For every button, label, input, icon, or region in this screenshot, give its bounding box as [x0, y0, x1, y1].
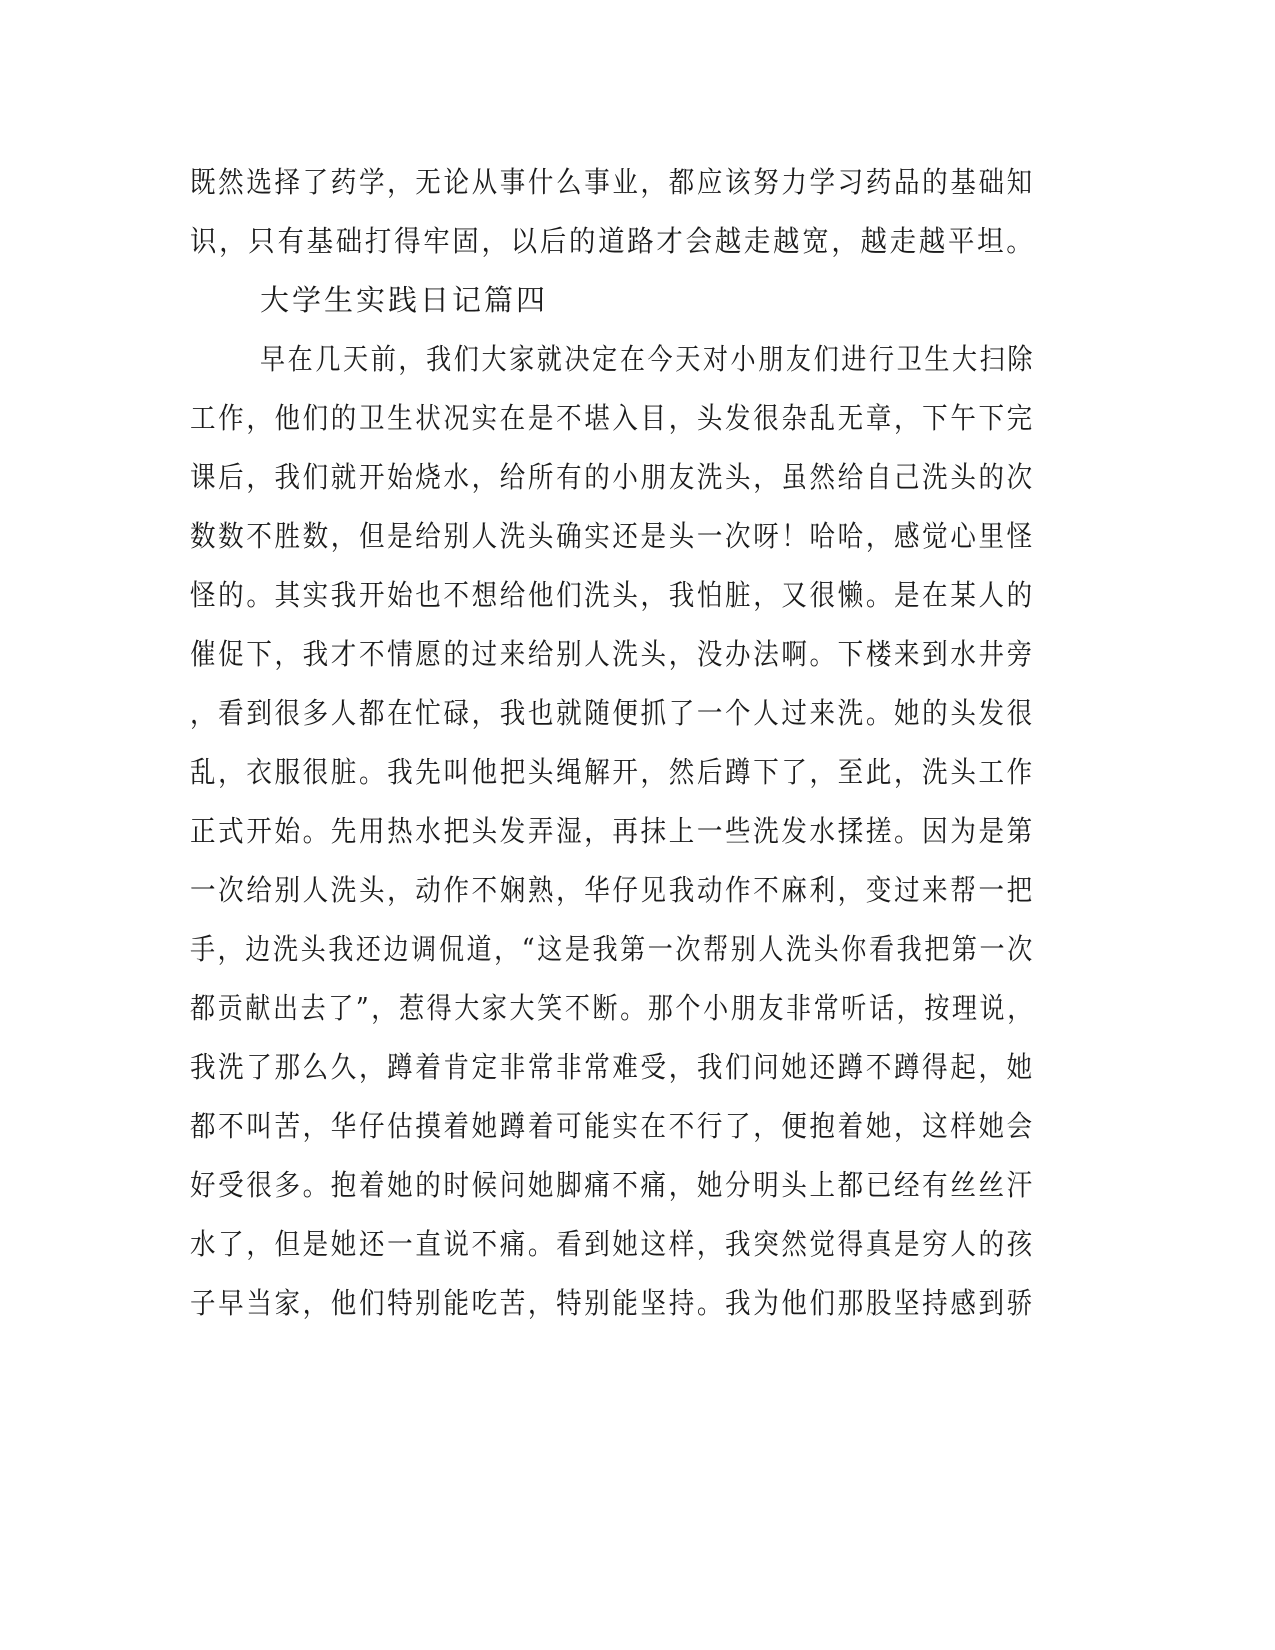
text-line: 既然选择了药学，无论从事什么事业，都应该努力学习药品的基础知: [190, 165, 1035, 199]
paragraph-first-line: 早在几天前，我们大家就决定在今天对小朋友们进行卫生大扫除: [260, 342, 1036, 376]
text-line: 一次给别人洗头，动作不娴熟，华仔见我动作不麻利，变过来帮一把: [190, 873, 1035, 907]
text-line: 子早当家，他们特别能吃苦，特别能坚持。我为他们那股坚持感到骄: [190, 1286, 1035, 1320]
text-line: 正式开始。先用热水把头发弄湿，再抹上一些洗发水揉搓。因为是第: [190, 814, 1035, 848]
text-line: 乱，衣服很脏。我先叫他把头绳解开，然后蹲下了，至此，洗头工作: [190, 755, 1035, 789]
text-line: 数数不胜数，但是给别人洗头确实还是头一次呀！哈哈，感觉心里怪: [190, 519, 1035, 553]
text-line: 怪的。其实我开始也不想给他们洗头，我怕脏，又很懒。是在某人的: [190, 578, 1035, 612]
text-line: ，看到很多人都在忙碌，我也就随便抓了一个人过来洗。她的头发很: [190, 696, 1035, 730]
text-line: 工作，他们的卫生状况实在是不堪入目，头发很杂乱无章，下午下完: [190, 401, 1035, 435]
text-line: 都贡献出去了”，惹得大家大笑不断。那个小朋友非常听话，按理说，: [190, 991, 1035, 1025]
text-line: 手，边洗头我还边调侃道，“这是我第一次帮别人洗头你看我把第一次: [190, 932, 1035, 966]
text-line: 都不叫苦，华仔估摸着她蹲着可能实在不行了，便抱着她，这样她会: [190, 1109, 1035, 1143]
text-line: 催促下，我才不情愿的过来给别人洗头，没办法啊。下楼来到水井旁: [190, 637, 1035, 671]
text-line: 课后，我们就开始烧水，给所有的小朋友洗头，虽然给自己洗头的次: [190, 460, 1035, 494]
text-line: 水了，但是她还一直说不痛。看到她这样，我突然觉得真是穷人的孩: [190, 1227, 1035, 1261]
text-line: 识，只有基础打得牢固，以后的道路才会越走越宽，越走越平坦。: [190, 224, 1036, 258]
text-line: 好受很多。抱着她的时候问她脚痛不痛，她分明头上都已经有丝丝汗: [190, 1168, 1035, 1202]
text-line: 我洗了那么久，蹲着肯定非常非常难受，我们问她还蹲不蹲得起，她: [190, 1050, 1035, 1084]
section-heading: 大学生实践日记篇四: [260, 283, 549, 317]
